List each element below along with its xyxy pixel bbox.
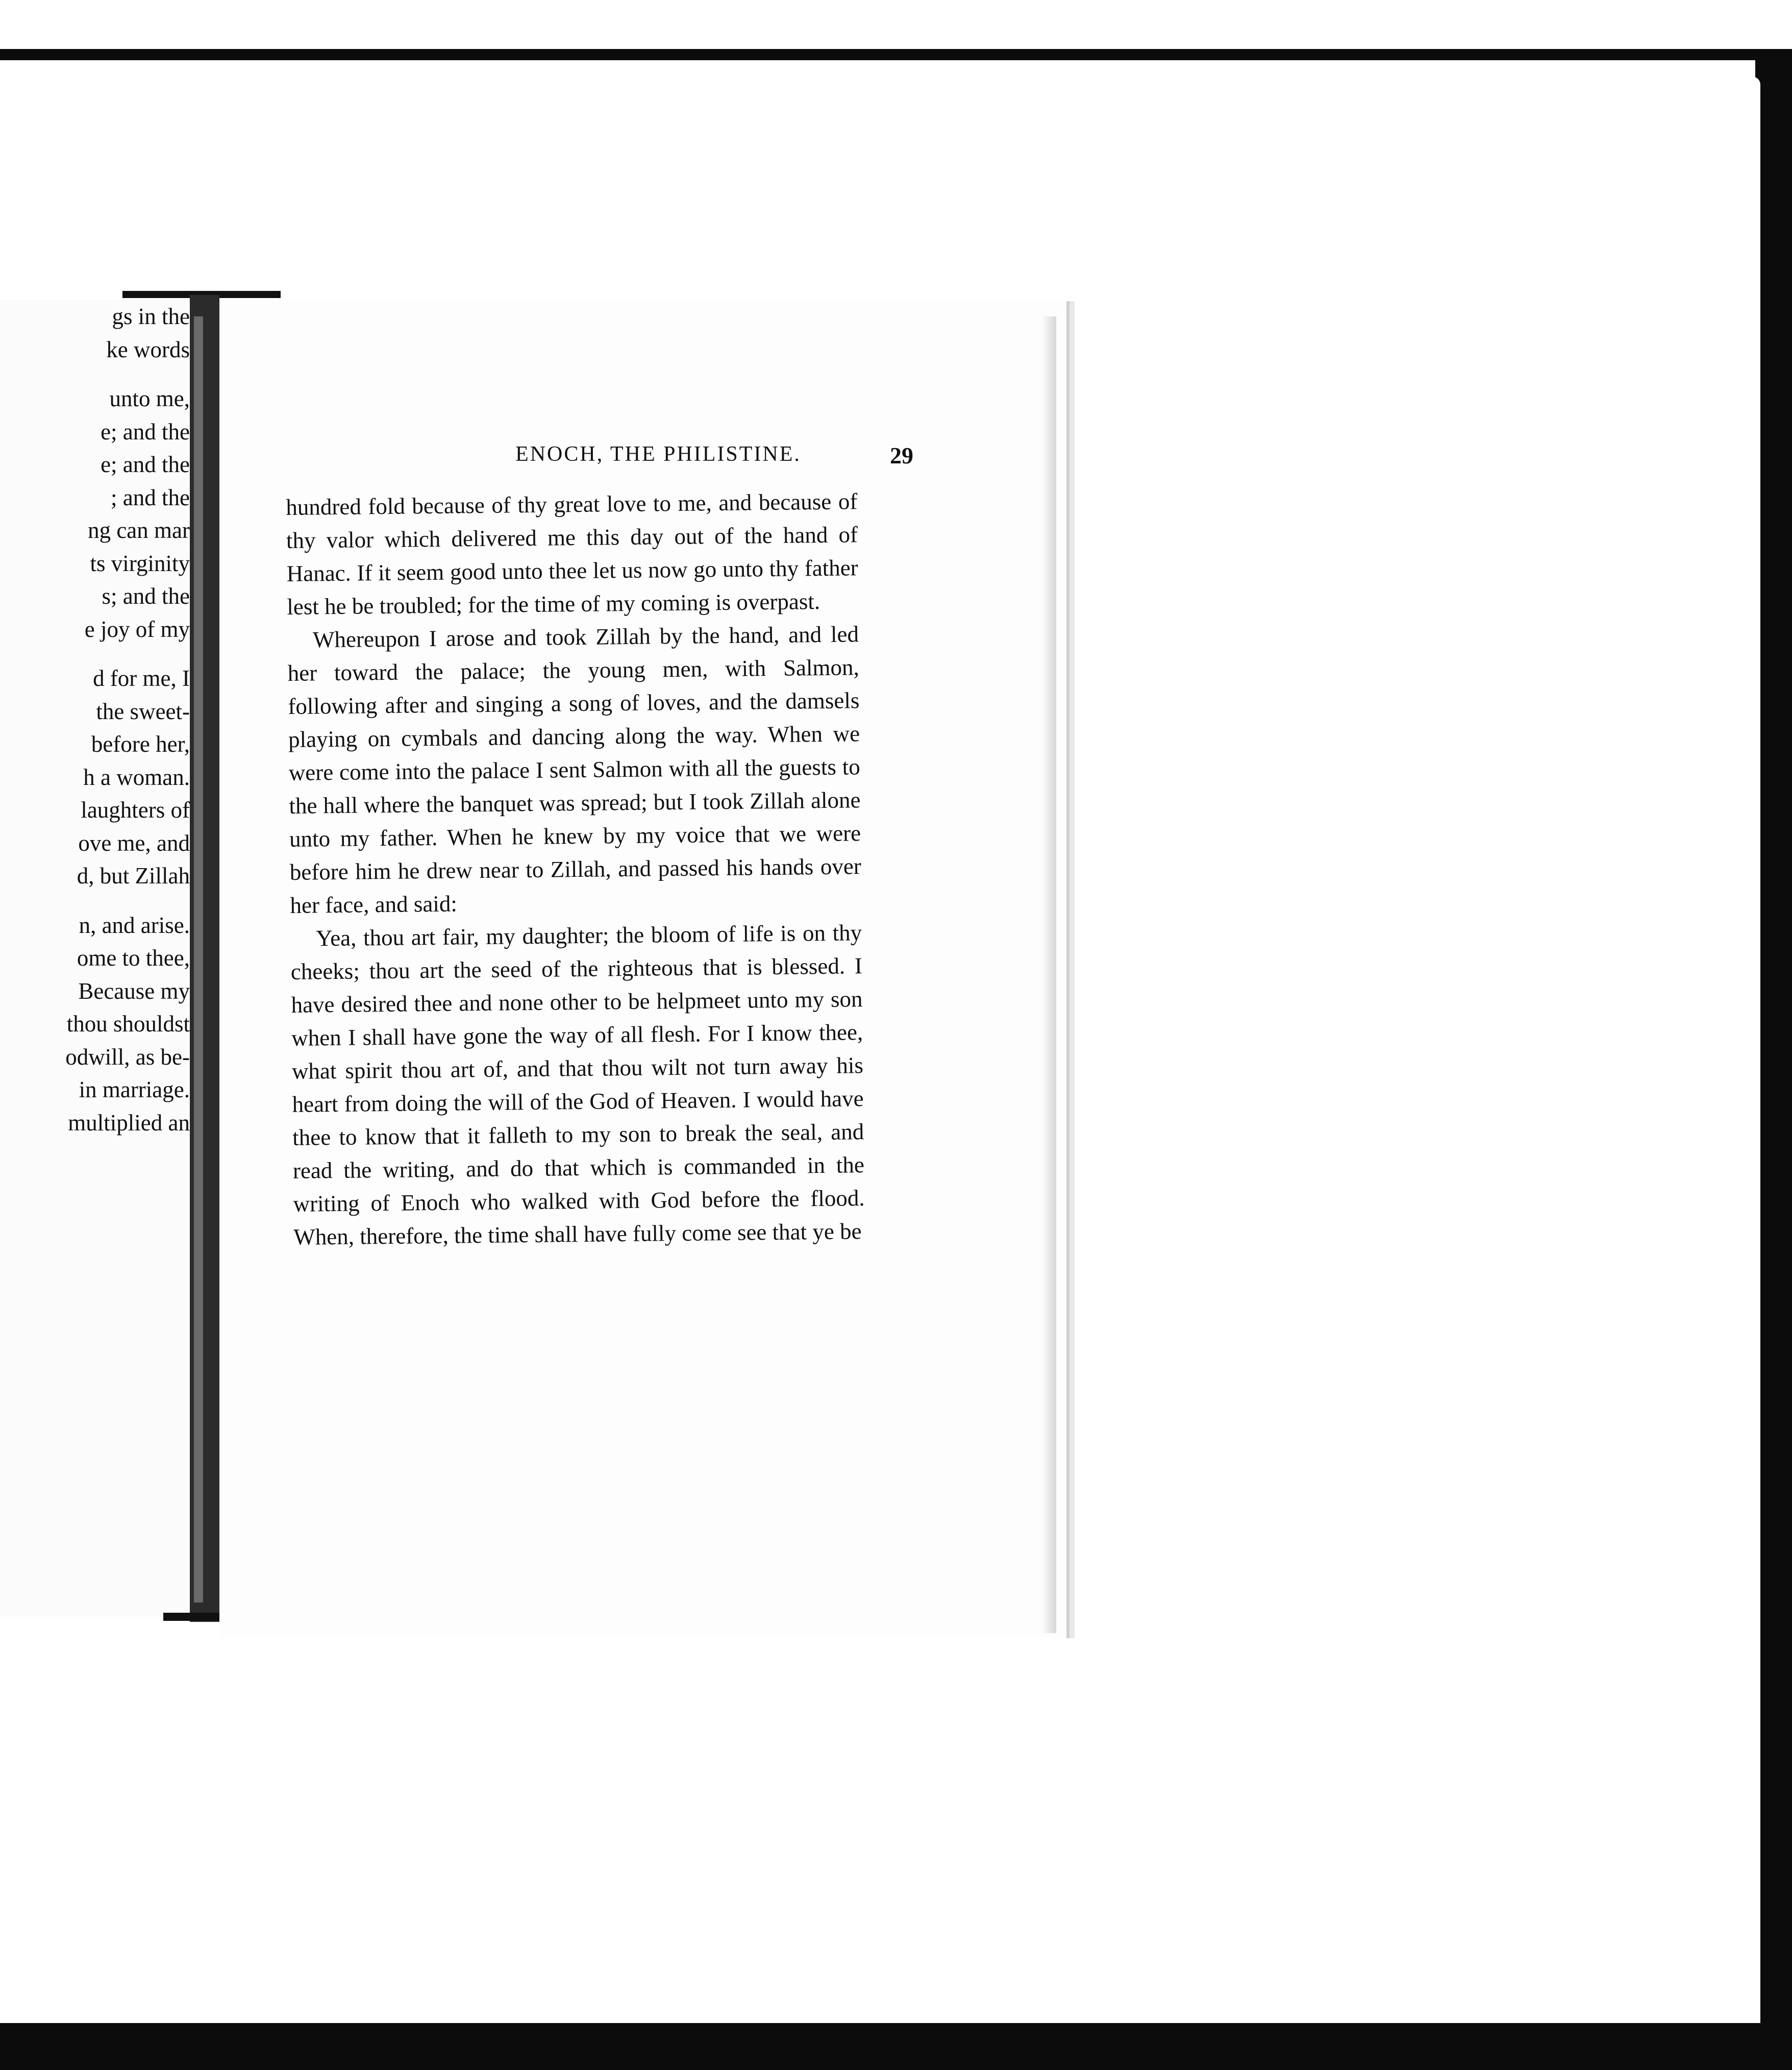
- paragraph: Yea, thou art fair, my daughter; the bloom of life is on thy cheeks; thou art the seed of the righteous that is blessed. I have desired thee and none other to be helpmeet unto my son when I shall have gone the way of all flesh. For I know thee, what spirit thou art of, and that thou wilt not turn away his heart from doing the will of the God of Heaven. I would have thee to know that it falleth to my son to break the seal, and read the writing, and do that which is commanded in the writing of Enoch who walked with God before the flood. When, therefore, the time shall have fully come see that ye be: [290, 920, 865, 1250]
- left-page-line: ng can mar: [88, 518, 190, 543]
- paragraph: Whereupon I arose and took Zillah by the hand, and led her toward the palace; the young men, with Salmon, following after and singing a song of loves, and the damsels playing on cymbals and dancing along the way. When we were come into the palace I sent Salmon with all the guests to the hall where the banquet was spread; but I took Zillah alone unto my father. When he knew by my voice that we were before him he drew near to Zillah, and passed his hands over her face, and said:: [287, 621, 862, 918]
- left-page-line: multiplied an: [68, 1110, 190, 1136]
- left-page-line: s; and the: [102, 583, 190, 609]
- left-page-line: ; and the: [111, 484, 190, 510]
- running-head: ENOCH, THE PHILISTINE.: [515, 442, 801, 466]
- left-page-line: e; and the: [101, 418, 190, 445]
- left-page-text: [6, 300, 190, 1139]
- left-page-line: odwill, as be-: [65, 1044, 190, 1070]
- paragraph-break: [6, 646, 190, 662]
- scan-frame-right-edge: [1750, 77, 1760, 2031]
- left-page-line: ke words: [106, 336, 190, 362]
- left-page-line: in marriage.: [79, 1077, 190, 1102]
- page-body: [286, 485, 865, 1254]
- right-page: [219, 301, 1069, 1638]
- left-page-line: ome to thee,: [77, 945, 190, 971]
- scan-frame-right-border: [1755, 49, 1792, 2055]
- left-page-line: gs in the: [112, 304, 190, 329]
- paragraph: hundred fold because of thy great love to me, and because of thy valor which delivered me this day out of the hand of Hanac. If it seem good unto thee let us now go unto thy father lest he be troubled; for the time of my coming is overpast.: [286, 488, 858, 620]
- paragraph-break: [6, 893, 190, 909]
- left-page-line: Because my: [78, 978, 190, 1004]
- spine-highlight: [194, 316, 203, 1603]
- left-page-line: ove me, and: [78, 830, 190, 856]
- left-page-line: before her,: [91, 731, 190, 757]
- left-page-line: d for me, I: [93, 666, 190, 691]
- scan-frame-top-border: [0, 49, 1765, 60]
- left-page-line: n, and arise.: [79, 912, 190, 938]
- left-page-line: unto me,: [109, 386, 190, 411]
- left-page-line: d, but Zillah: [77, 863, 190, 889]
- left-page-line: laughters of: [81, 797, 190, 823]
- scan-margin-bottom: [0, 2011, 1755, 2024]
- left-page-line: the sweet-: [96, 698, 190, 724]
- left-page-line: e joy of my: [84, 616, 190, 642]
- page-edge-shadow: [1041, 316, 1056, 1633]
- paragraph-break: [6, 366, 190, 382]
- left-page-line: thou shouldst: [66, 1011, 190, 1037]
- left-page-line: h a woman.: [83, 764, 190, 790]
- page-number: 29: [890, 442, 913, 469]
- left-page-line: ts virginity: [90, 550, 190, 576]
- scan-frame-bottom-border: [0, 2023, 1792, 2070]
- left-page: [0, 300, 190, 1617]
- left-page-line: e; and the: [101, 452, 190, 477]
